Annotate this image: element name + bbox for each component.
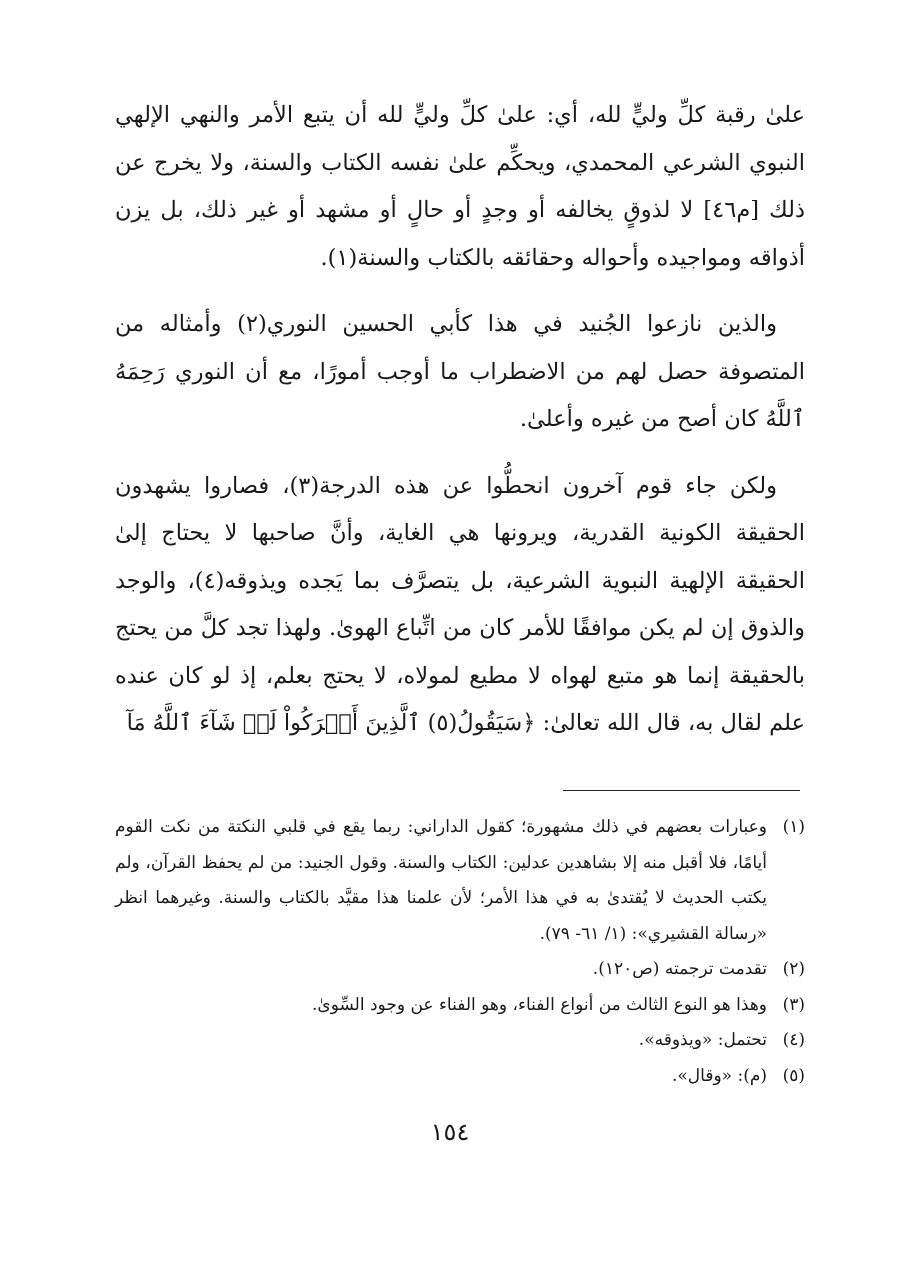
paragraph-2: والذين نازعوا الجُنيد في هذا كأبي الحسين النوري(٢) وأمثاله من المتصوفة حصل لهم من الاضطراب ما أوجب أمورًا، مع أن النوري رَحِمَهُ ٱللَّهُ كان أصح من غيره وأعلىٰ. bbox=[115, 311, 805, 432]
footnote-text: وعبارات بعضهم في ذلك مشهورة؛ كقول الداراني: ربما يقع في قلبي النكتة من نكت القوم أيامًا، فلا أقبل منه إلا بشاهدين عدلين: الكتاب والسنة. وقول الجنيد: من لم يحفظ القرآن، ولم يكتب الحديث لا يُقتدىٰ به في هذا الأمر؛ لأن علمنا هذا مقيَّد بالكتاب والسنة. وغيرهما انظر «رسالة القشيري»: (١/ ٦١- ٧٩). bbox=[115, 817, 767, 944]
footnote-text: وهذا هو النوع الثالث من أنواع الفناء، وهو الفناء عن وجود السِّوىٰ. bbox=[312, 994, 767, 1015]
footnote-4 bbox=[115, 1023, 805, 1059]
footnote-number: (٣) bbox=[782, 994, 805, 1015]
footnote-text: تقدمت ترجمته (ص١٢٠). bbox=[592, 959, 767, 979]
footnote-divider bbox=[563, 790, 800, 791]
footnote-text: (م): «وقال». bbox=[672, 1065, 767, 1086]
footnote-3 bbox=[115, 988, 805, 1024]
footnote-number: (٤) bbox=[782, 1030, 805, 1050]
footnotes bbox=[115, 810, 805, 1094]
footnote-number: (٢) bbox=[782, 959, 805, 979]
footnote-1 bbox=[115, 810, 805, 952]
footnote-5 bbox=[115, 1059, 805, 1095]
page-number: ١٥٤ bbox=[430, 1118, 470, 1146]
footnote-text: تحتمل: «ويذوقه». bbox=[638, 1030, 767, 1050]
paragraph-3: ولكن جاء قوم آخرون انحطُّوا عن هذه الدرجة(٣)، فصاروا يشهدون الحقيقة الكونية القدرية، ويرونها هي الغاية، وأنَّ صاحبها لا يحتاج إلىٰ الحقيقة الإلهية النبوية الشرعية، بل يتصرَّف بما يَجده ويذوقه(٤)، والوجد والذوق إن لم يكن موافقًا للأمر كان من اتِّباع الهوىٰ. ولهذا تجد كلَّ من يحتج بالحقيقة إنما هو متبع لهواه لا مطيع لمولاه، لا يحتج بعلم، إذ لو كان عنده علم لقال به، قال الله تعالىٰ: ﴿سَيَقُولُ(٥) ٱلَّذِينَ أَشۡرَكُواْ لَوۡ شَآءَ ٱللَّهُ مَآ bbox=[115, 472, 805, 736]
paragraph-1: علىٰ رقبة كلِّ وليٍّ لله، أي: علىٰ كلِّ وليٍّ لله أن يتبع الأمر والنهي الإلهي النبوي الشرعي المحمدي، ويحكِّم علىٰ نفسه الكتاب والسنة، ولا يخرج عن ذلك [م٤٦] لا لذوقٍ يخالفه أو وجدٍ أو حالٍ أو مشهد أو غير ذلك، بل يزن أذواقه ومواجيده وأحواله وحقائقه بالكتاب والسنة(١). bbox=[115, 102, 805, 271]
main-text bbox=[115, 92, 805, 767]
footnote-number: (١) bbox=[782, 817, 805, 837]
footnote-number: (٥) bbox=[782, 1065, 805, 1086]
footnote-2 bbox=[115, 952, 805, 988]
